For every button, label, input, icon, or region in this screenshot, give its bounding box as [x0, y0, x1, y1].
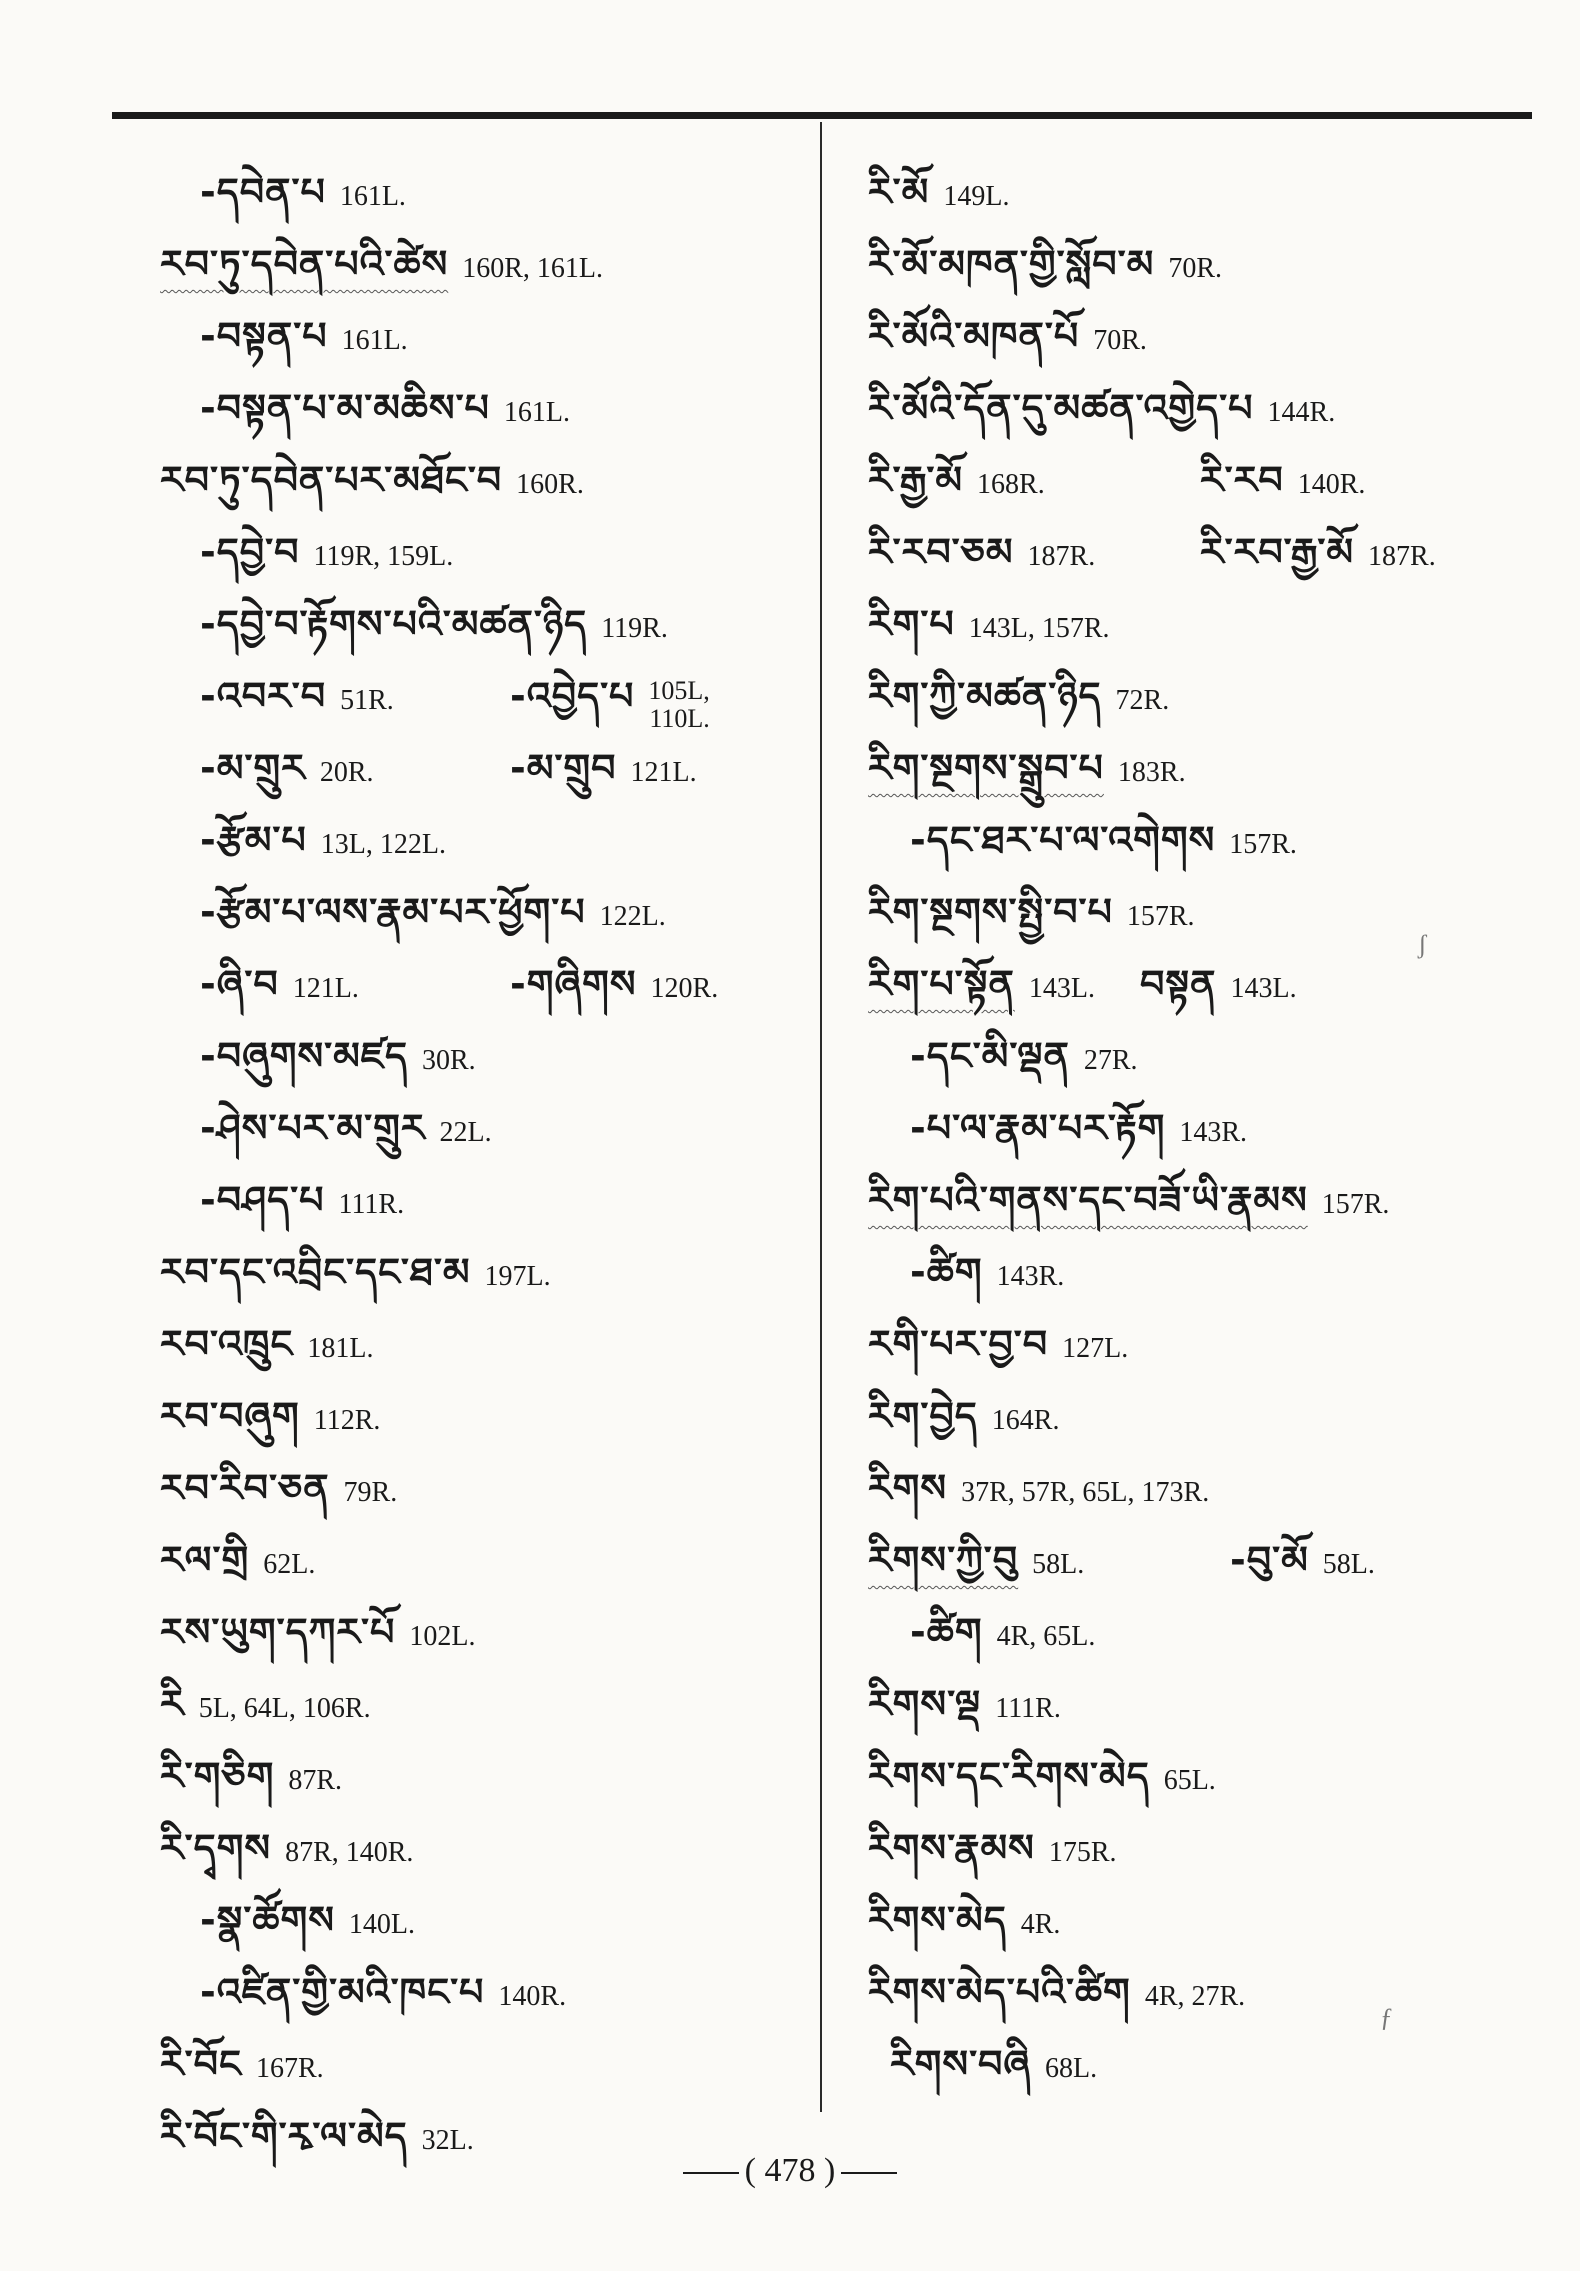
index-term: རི: [160, 1682, 185, 1726]
page-refs: 143L, 157R.: [968, 613, 1110, 644]
index-term: རིགས་མེད: [868, 1898, 1007, 1942]
index-line: [0, 1878, 818, 1950]
index-term: -བཤད་པ: [200, 1178, 325, 1222]
page-refs: 58L.: [1032, 1549, 1085, 1580]
page-refs: 187R.: [1027, 541, 1096, 572]
page-refs: 167R.: [255, 2053, 324, 2084]
index-line: [826, 150, 1526, 222]
page-refs: 20R.: [319, 757, 374, 788]
page-refs: 102L.: [409, 1621, 476, 1652]
index-line: [0, 1806, 818, 1878]
page-refs: 140R.: [498, 1981, 567, 2012]
index-term: རི་མོའི་མཁན་པོ: [868, 314, 1080, 358]
index-term: -ཤེས་པར་མ་གྲུར: [200, 1106, 426, 1150]
index-line: [826, 1446, 1526, 1518]
page-refs: 5L, 64L, 106R.: [198, 1693, 371, 1724]
index-line: [826, 294, 1526, 366]
page-refs: 149L.: [943, 181, 1010, 212]
index-term: རིགས་དང་རིགས་མེད: [868, 1754, 1150, 1798]
index-term: རིག་བྱེད: [868, 1394, 978, 1438]
stray-mark: ƒ: [1380, 2003, 1393, 2032]
index-line: [826, 510, 1526, 582]
page-refs: 157R.: [1321, 1189, 1390, 1220]
index-term: -བསྟན་པ་མ་མཆིས་པ: [200, 386, 490, 430]
page-refs: 143L.: [1028, 973, 1095, 1004]
index-term: རི་རབ: [1200, 458, 1284, 502]
index-line: [0, 438, 818, 510]
index-line: [0, 1086, 818, 1158]
index-line: [826, 1590, 1526, 1662]
right-column: [826, 150, 1526, 2094]
index-line: [0, 1302, 818, 1374]
index-term: རིག་སྔགས་སྤྱི་བ་པ: [868, 890, 1113, 934]
page-refs: 70R.: [1168, 253, 1222, 284]
index-line: [0, 582, 818, 654]
index-term: -བཞུགས་མཛད: [200, 1034, 408, 1078]
page-refs: 140L.: [348, 1909, 415, 1940]
page-refs: 143R.: [1179, 1117, 1248, 1148]
index-line: [0, 1014, 818, 1086]
page-refs: 87R.: [288, 1765, 343, 1796]
index-line: [826, 1878, 1526, 1950]
index-line: [0, 1662, 818, 1734]
page-refs: 4R, 65L.: [996, 1621, 1096, 1652]
index-line: [0, 2022, 818, 2094]
index-line: [0, 1590, 818, 1662]
index-line: [0, 1374, 818, 1446]
index-line: [826, 798, 1526, 870]
page-refs: 181L.: [307, 1333, 374, 1364]
page-refs: 143L.: [1230, 973, 1297, 1004]
index-term: -དབྱེ་བ་རྟོགས་པའི་མཚན་ཉིད: [200, 602, 588, 646]
page-number: ( 478 ): [0, 2152, 1580, 2190]
index-term: རིག་པའི་གནས་དང་བཟོ་ཡི་རྣམས: [868, 1178, 1308, 1222]
page-refs: 105L, 110L.: [648, 675, 710, 733]
page-refs: 119R, 159L.: [313, 541, 454, 572]
index-term: -དང་མི་ལྡན: [910, 1034, 1070, 1078]
index-line: [0, 726, 818, 798]
index-term: རི་དྭགས: [160, 1826, 272, 1870]
page-refs: 111R.: [338, 1189, 405, 1220]
page-refs: 140R.: [1297, 469, 1366, 500]
page-refs: 168R.: [977, 469, 1045, 500]
index-term: རབ་དང་འབྲིང་དང་ཐ་མ: [160, 1250, 471, 1294]
index-line: [0, 1734, 818, 1806]
dash-left: [683, 2172, 739, 2174]
index-line: [826, 366, 1526, 438]
index-term: -འཛིན་གྱི་མའི་ཁང་པ: [200, 1970, 485, 2014]
page-refs: 72R.: [1115, 685, 1170, 716]
page-refs: 120R.: [650, 973, 719, 1004]
index-line: [0, 366, 818, 438]
index-term: རི་གཅིག: [160, 1754, 275, 1798]
page-refs: 160R, 161L.: [462, 253, 604, 284]
page-refs: 161L.: [339, 181, 406, 212]
index-term: རི་རབ་ཅམ: [868, 530, 1014, 574]
index-term: རིགས་ལྡ: [868, 1682, 982, 1726]
index-line: [826, 2022, 1526, 2094]
index-term: རིག་པ: [868, 602, 955, 646]
page-refs: 187R.: [1368, 541, 1436, 572]
page-refs: 175R.: [1048, 1837, 1117, 1868]
index-term: -པ་ལ་རྣམ་པར་རྟོག: [910, 1106, 1166, 1150]
page-refs: 22L.: [439, 1117, 492, 1148]
index-line: [826, 1014, 1526, 1086]
index-term: རིགས: [868, 1466, 948, 1510]
index-term: -བསྟན་པ: [200, 314, 328, 358]
index-line: [0, 798, 818, 870]
page-refs: 27R.: [1083, 1045, 1138, 1076]
index-line: [0, 222, 818, 294]
index-term: རིག་སྔགས་སྒྲུབ་པ: [868, 746, 1104, 790]
index-line: [826, 726, 1526, 798]
index-term: རིགས་བཞི: [890, 2042, 1032, 2086]
index-line: [826, 222, 1526, 294]
index-line: [0, 654, 818, 733]
index-term: རི་རབ་རྒྱ་མོ: [1200, 530, 1355, 574]
index-entry: [890, 2022, 1097, 2129]
index-line: [0, 1446, 818, 1518]
page-refs: 161L.: [503, 397, 571, 428]
index-line: [826, 1806, 1526, 1878]
index-term: -རྩོམ་པ: [200, 818, 307, 862]
index-line: [0, 870, 818, 942]
index-line: [0, 1518, 818, 1590]
page-refs: 164R.: [991, 1405, 1060, 1436]
index-term: -སྣ་ཚོགས: [200, 1898, 335, 1942]
index-line: [0, 294, 818, 366]
page-refs: 58L.: [1322, 1549, 1375, 1580]
left-column: [0, 150, 818, 2166]
page-refs: 183R.: [1117, 757, 1186, 788]
index-term: རིགས་ཀྱི་བུ: [868, 1538, 1019, 1582]
page-refs: 127L.: [1062, 1333, 1129, 1364]
index-line: [826, 1086, 1526, 1158]
index-term: -དབེན་པ: [200, 170, 326, 214]
index-term: རི་མོ: [868, 170, 930, 214]
column-divider: [820, 122, 822, 2112]
index-term: རིག་ཀྱི་མཚན་ཉིད: [868, 674, 1102, 718]
index-term: རབ་རིབ་ཅན: [160, 1466, 330, 1510]
index-line: [0, 1950, 818, 2022]
index-term: རི་བོང: [160, 2042, 242, 2086]
index-term: -དང་ཐར་པ་ལ་འགེགས: [910, 818, 1216, 862]
page-refs: 32L.: [421, 2125, 474, 2156]
page-refs: 4R.: [1020, 1909, 1061, 1940]
page-refs: 119R.: [601, 613, 668, 644]
index-term: རབ་ཏུ་དབེན་པའི་ཚེས: [160, 242, 449, 286]
page-refs: 161L.: [341, 325, 408, 356]
index-term: བསྟན: [1140, 962, 1217, 1006]
page-refs: 197L.: [484, 1261, 551, 1292]
page-refs: 65L.: [1163, 1765, 1216, 1796]
top-rule: [112, 112, 1532, 119]
dash-right: [841, 2172, 897, 2174]
index-line: [826, 1518, 1526, 1590]
index-term: -འབྱེད་པ: [510, 674, 635, 718]
index-line: [0, 1230, 818, 1302]
page-refs: 51R.: [340, 685, 394, 716]
page-refs: 122L.: [599, 901, 666, 932]
page-refs: 87R, 140R.: [285, 1837, 414, 1868]
index-term: -མ་གྲུབ: [510, 746, 617, 790]
index-term: རི་མོའི་དོན་དུ་མཚན་འགྱེད་པ: [868, 386, 1254, 430]
index-line: [826, 438, 1526, 510]
index-term: རབ་འཁྲུང: [160, 1322, 294, 1366]
page-refs: 160R.: [516, 469, 584, 500]
page-refs: 143R.: [996, 1261, 1065, 1292]
index-term: -དབྱེ་བ: [200, 530, 300, 574]
page-refs: 68L.: [1045, 2053, 1098, 2084]
page-refs: 157R.: [1126, 901, 1195, 932]
page-refs: 157R.: [1229, 829, 1297, 860]
page-refs: 121L.: [630, 757, 697, 788]
index-line: [0, 510, 818, 582]
index-term: རལ་གྲི: [160, 1538, 250, 1582]
page-refs: 4R, 27R.: [1144, 1981, 1246, 2012]
index-line: [826, 1230, 1526, 1302]
index-term: རིགས་རྣམས: [868, 1826, 1035, 1870]
index-term: རིག་པ་སྟོན: [868, 962, 1015, 1006]
index-term: རིགས་མེད་པའི་ཚིག: [868, 1970, 1131, 2014]
index-line: [826, 654, 1526, 726]
index-term: རི་མོ་མཁན་གྱི་སློབ་མ: [868, 242, 1155, 286]
page-number-value: 478: [764, 2152, 816, 2189]
index-line: [826, 1950, 1526, 2022]
page-refs: 37R, 57R, 65L, 173R.: [961, 1477, 1210, 1508]
page-refs: 70R.: [1093, 325, 1147, 356]
index-term: -འབར་བ: [200, 674, 327, 718]
index-term: རི་རྒྱ་མོ: [868, 458, 964, 502]
page-refs: 111R.: [995, 1693, 1061, 1724]
index-line: [0, 150, 818, 222]
index-term: རབ་ཏུ་དབེན་པར་མཐོང་བ: [160, 458, 503, 502]
page-refs: 112R.: [313, 1405, 381, 1436]
index-term: -ཚིག: [910, 1250, 983, 1294]
index-line: [826, 1374, 1526, 1446]
page-refs: 30R.: [421, 1045, 476, 1076]
index-term: -མ་གྲུར: [200, 746, 306, 790]
index-line: [826, 1662, 1526, 1734]
index-line: [826, 1734, 1526, 1806]
index-term: རགི་པར་བྱ་བ: [868, 1322, 1049, 1366]
index-term: རབ་བཞུག: [160, 1394, 300, 1438]
page-refs: 79R.: [343, 1477, 398, 1508]
index-term: -ཞི་བ: [200, 962, 279, 1006]
index-term: -ཚིག: [910, 1610, 983, 1654]
page-refs: 144R.: [1267, 397, 1336, 428]
page-refs: 121L.: [292, 973, 359, 1004]
index-term: རས་ཡུག་དཀར་པོ: [160, 1610, 396, 1654]
index-line: [826, 582, 1526, 654]
index-line: [826, 1302, 1526, 1374]
index-line: [0, 1158, 818, 1230]
index-line: [826, 1158, 1526, 1230]
stray-mark: ʃ: [1418, 930, 1427, 959]
page-refs: 62L.: [263, 1549, 316, 1580]
index-term: -བུ་མོ: [1230, 1538, 1309, 1582]
index-term: རི་བོང་གི་རྭ་ལ་མེད: [160, 2114, 408, 2158]
index-line: [0, 942, 818, 1014]
page-refs: 13L, 122L.: [320, 829, 446, 860]
index-term: -གཞིགས: [510, 962, 637, 1006]
index-term: -རྩོམ་པ་ལས་རྣམ་པར་ཕྱོག་པ: [200, 890, 586, 934]
